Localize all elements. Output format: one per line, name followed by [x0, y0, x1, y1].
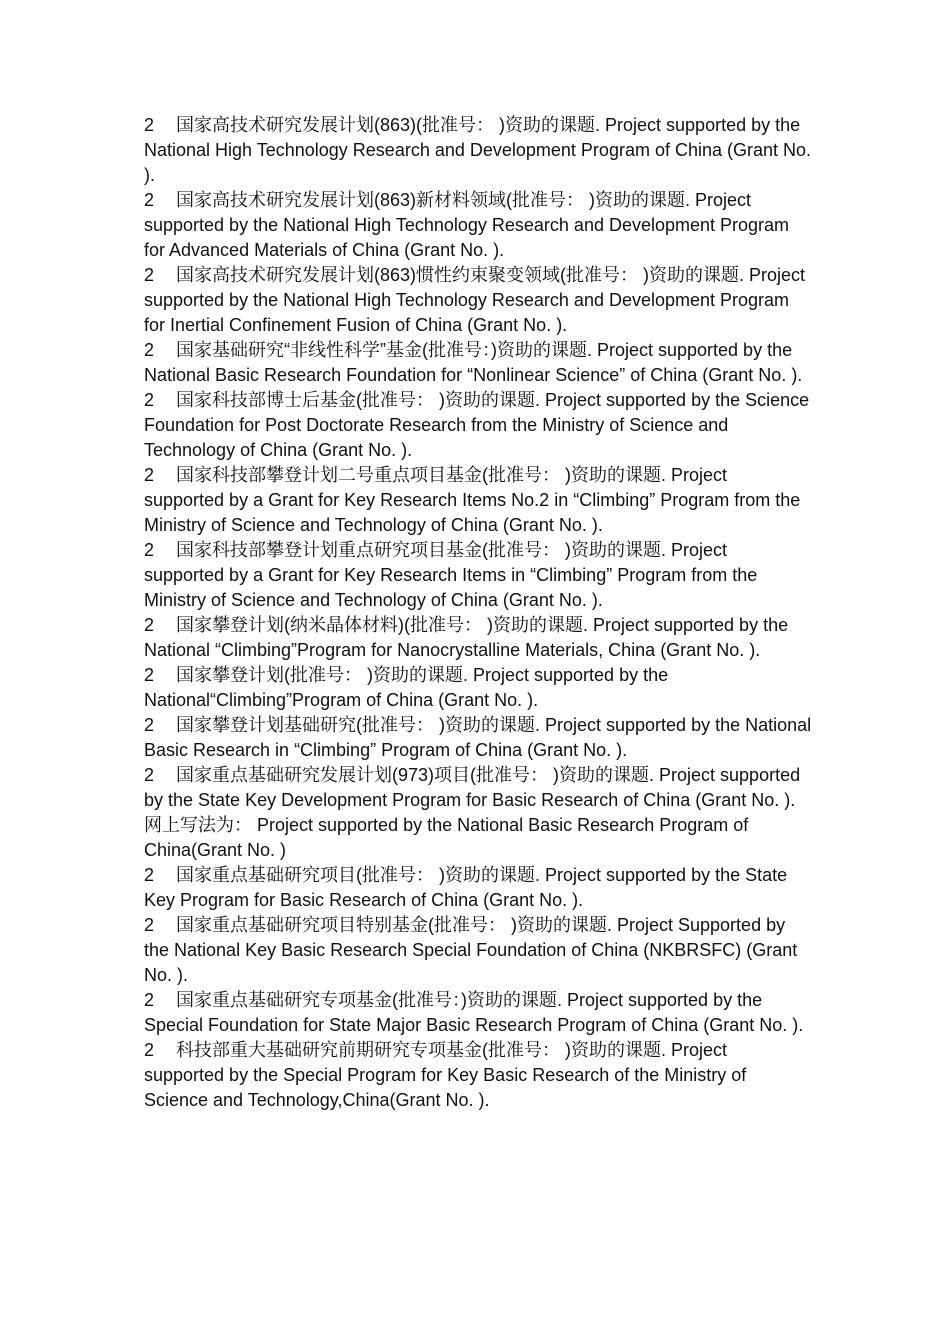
funding-entry: [144, 763, 812, 863]
funding-entry: [144, 538, 812, 613]
entry-text: 国家重点基础研究项目(批准号： )资助的课题. Project supported by the State Key Program for Basic Research of China (Grant No. ).: [144, 865, 788, 910]
funding-entry: [144, 463, 812, 538]
document-body: [144, 113, 812, 1113]
entry-number: 2: [144, 765, 155, 785]
funding-entry: [144, 188, 812, 263]
funding-entry: [144, 1038, 812, 1113]
entry-number: 2: [144, 540, 155, 560]
entry-number: 2: [144, 615, 155, 635]
funding-entry: [144, 863, 812, 913]
entry-number: 2: [144, 115, 155, 135]
entry-text: 国家高技术研究发展计划(863)新材料领域(批准号： )资助的课题. Project supported by the National High Technology Research and Development Program for Advanced Materials of China (Grant No. ).: [144, 190, 790, 260]
entry-text: 国家高技术研究发展计划(863)(批准号： )资助的课题. Project supported by the National High Technology Research and Development Program of China (Grant No. ).: [144, 115, 812, 185]
entry-text: 国家重点基础研究发展计划(973)项目(批准号： )资助的课题. Project supported by the State Key Development Program for Basic Research of China (Grant No. ). 网上写法为： Project supported by the National Basic Research Program of China(Grant No. ): [144, 765, 801, 860]
funding-entry: [144, 613, 812, 663]
entry-text: 国家基础研究“非线性科学”基金(批准号：)资助的课题. Project supported by the National Basic Research Foundation for “Nonlinear Science” of China (Grant No. ).: [144, 340, 803, 385]
funding-entry: [144, 663, 812, 713]
funding-entry: [144, 263, 812, 338]
entry-number: 2: [144, 340, 155, 360]
funding-entry: [144, 713, 812, 763]
entry-text: 科技部重大基础研究前期研究专项基金(批准号： )资助的课题. Project supported by the Special Program for Key Basic Research of the Ministry of Science and Technology,China(Grant No. ).: [144, 1040, 747, 1110]
entry-text: 国家科技部博士后基金(批准号： )资助的课题. Project supported by the Science Foundation for Post Doctorate Research from the Ministry of Science and Technology of China (Grant No. ).: [144, 390, 810, 460]
entry-number: 2: [144, 990, 155, 1010]
entry-text: 国家高技术研究发展计划(863)惯性约束聚变领域(批准号： )资助的课题. Project supported by the National High Technology Research and Development Program for Inertial Confinement Fusion of China (Grant No. ).: [144, 265, 806, 335]
entry-text: 国家重点基础研究项目特别基金(批准号： )资助的课题. Project Supported by the National Key Basic Research Special Foundation of China (NKBRSFC) (Grant No. ).: [144, 915, 798, 985]
funding-entry: [144, 388, 812, 463]
entry-number: 2: [144, 865, 155, 885]
entry-number: 2: [144, 265, 155, 285]
entry-text: 国家攀登计划(批准号： )资助的课题. Project supported by the National“Climbing”Program of China (Grant No. ).: [144, 665, 669, 710]
funding-entry: [144, 913, 812, 988]
entry-number: 2: [144, 465, 155, 485]
funding-entry: [144, 113, 812, 188]
entry-text: 国家攀登计划(纳米晶体材料)(批准号： )资助的课题. Project supported by the National “Climbing”Program for Nanocrystalline Materials, China (Grant No. ).: [144, 615, 789, 660]
funding-entry: [144, 988, 812, 1038]
entry-text: 国家攀登计划基础研究(批准号： )资助的课题. Project supported by the National Basic Research in “Climbing” Program of China (Grant No. ).: [144, 715, 812, 760]
entry-number: 2: [144, 390, 155, 410]
entry-text: 国家重点基础研究专项基金(批准号：)资助的课题. Project supported by the Special Foundation for State Major Basic Research Program of China (Grant No. ).: [144, 990, 804, 1035]
funding-entry: [144, 338, 812, 388]
entry-number: 2: [144, 665, 155, 685]
entry-text: 国家科技部攀登计划重点研究项目基金(批准号： )资助的课题. Project supported by a Grant for Key Research Items in “Climbing” Program from the Ministry of Science and Technology of China (Grant No. ).: [144, 540, 758, 610]
entry-number: 2: [144, 1040, 155, 1060]
entry-number: 2: [144, 715, 155, 735]
entry-number: 2: [144, 915, 155, 935]
entry-text: 国家科技部攀登计划二号重点项目基金(批准号： )资助的课题. Project supported by a Grant for Key Research Items No.2 in “Climbing” Program from the Ministry of Science and Technology of China (Grant No. ).: [144, 465, 801, 535]
entry-number: 2: [144, 190, 155, 210]
